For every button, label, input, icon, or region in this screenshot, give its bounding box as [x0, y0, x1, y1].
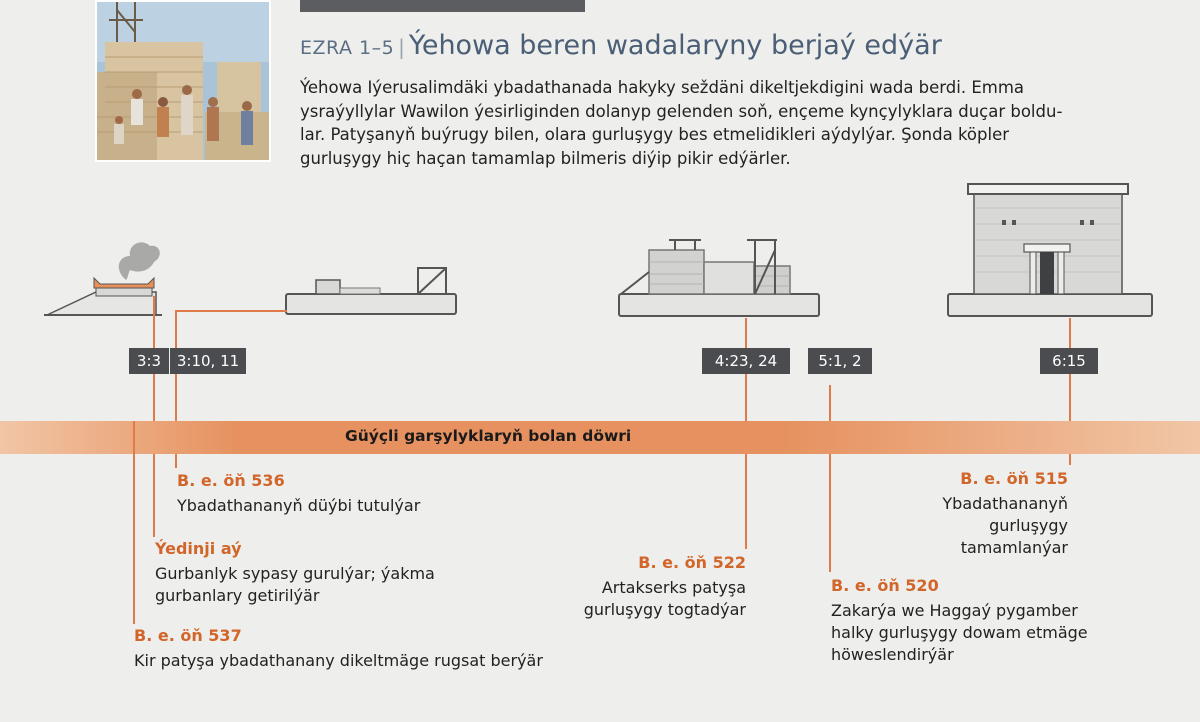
event-text-515: Ybadathananyň gurluşygy tamamlanýar — [942, 494, 1068, 557]
scripture-tag-6-15: 6:15 — [1040, 348, 1098, 374]
top-banner-bar — [300, 0, 585, 12]
event-year-537: B. e. öň 537 — [134, 626, 242, 645]
event-text-537: Kir patyşa ybadathanany dikeltmäge rugsat berýär — [134, 651, 543, 670]
event-text-seventh-month: Gurbanlyk sypasy gurulýar; ýakma gurbanlary getirilýär — [155, 564, 435, 605]
connector-elbow-3-10 — [175, 310, 287, 312]
event-year-520: B. e. öň 520 — [831, 576, 939, 595]
connector-line-5-1 — [829, 385, 831, 572]
page-title — [300, 30, 942, 61]
scripture-tag-3-10-11: 3:10, 11 — [170, 348, 246, 374]
title-separator: | — [398, 35, 405, 59]
event-text-536: Ybadathananyň düýbi tutulýar — [177, 496, 421, 515]
completed-temple-illustration — [946, 180, 1154, 318]
intro-paragraph: Ýehowa Iýerusalimdäki ybadathanada hakyky seždäni dikeltjekdigini wada berdi. Emma ysraýyllylar Wawilon ýesirliginden dolanyp gelenden soň, ençeme kynçylyklara duçar boldu-lar. Patyşanyň buýrugy bilen, olara gurluşygy bes etmelidikleri aýdylýar. Şonda köpler gurluşygy hiç haçan tamamlap bilmeris diýip pikir edýärler. — [300, 78, 1063, 168]
event-text-522: Artakserks patyşa gurluşygy togtadýar — [583, 578, 746, 619]
scripture-tag-5-1-2: 5:1, 2 — [808, 348, 872, 374]
title-text: Ýehowa beren wadalaryny berjaý edýär — [408, 30, 942, 61]
event-year-522: B. e. öň 522 — [638, 553, 746, 572]
unfinished-walls-illustration — [617, 236, 821, 318]
event-year-515: B. e. öň 515 — [960, 469, 1068, 488]
foundation-illustration — [284, 264, 459, 318]
altar-illustration — [44, 222, 164, 318]
connector-line-3-3 — [153, 296, 155, 537]
scripture-tag-4-23-24: 4:23, 24 — [702, 348, 790, 374]
event-year-seventh-month: Ýedinji aý — [155, 539, 242, 558]
connector-line-537 — [133, 421, 135, 624]
event-year-536: B. e. öň 536 — [177, 471, 285, 490]
construction-scene-illustration — [95, 0, 271, 162]
scripture-reference: EZRA 1–5 — [300, 37, 395, 59]
scripture-tag-3-3: 3:3 — [129, 348, 169, 374]
event-text-520: Zakarýa we Haggaý pygamber halky gurluşygy dowam etmäge höweslendirýär — [831, 601, 1088, 664]
opposition-period-label: Güýçli garşylyklaryň bolan döwri — [345, 427, 632, 445]
